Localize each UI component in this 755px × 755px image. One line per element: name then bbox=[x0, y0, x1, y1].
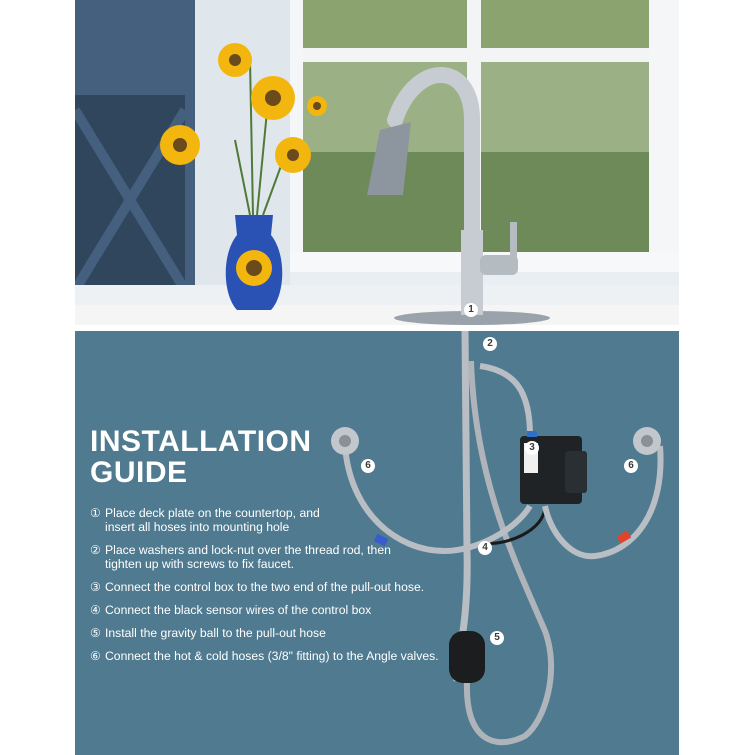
guide-title-line1: INSTALLATION bbox=[90, 425, 312, 458]
right-angle-valve bbox=[633, 427, 661, 455]
marker-4: 4 bbox=[478, 541, 492, 555]
sunflower-3 bbox=[160, 125, 200, 165]
step-text: Connect the hot & cold hoses (3/8" fitting) to the Angle valves. bbox=[105, 649, 439, 663]
marker-6-left: 6 bbox=[361, 459, 375, 473]
marker-3: 3 bbox=[525, 441, 539, 455]
guide-title-line2: GUIDE bbox=[90, 456, 188, 489]
step-text: Connect the black sensor wires of the control box bbox=[105, 603, 372, 617]
step-text: Place deck plate on the countertop, and insert all hoses into mounting hole bbox=[105, 506, 320, 534]
installation-panel bbox=[75, 331, 679, 755]
step-item: ⑤ Install the gravity ball to the pull-out hose bbox=[90, 626, 460, 640]
left-angle-valve bbox=[331, 427, 359, 455]
step-item: ③ Connect the control box to the two end of the pull-out hose. bbox=[90, 580, 460, 594]
step-list bbox=[90, 506, 460, 672]
kitchen-photo bbox=[75, 0, 679, 325]
sunflower-4 bbox=[275, 137, 311, 173]
guide-title bbox=[90, 426, 312, 488]
step-item: ④ Connect the black sensor wires of the control box bbox=[90, 603, 460, 617]
marker-2: 2 bbox=[483, 337, 497, 351]
sunflower-2 bbox=[251, 76, 295, 120]
step-item: ⑥ Connect the hot & cold hoses (3/8" fitting) to the Angle valves. bbox=[90, 649, 460, 663]
step-text: Connect the control box to the two end of the pull-out hose. bbox=[105, 580, 425, 594]
marker-6-right: 6 bbox=[624, 459, 638, 473]
countertop bbox=[75, 305, 679, 325]
step-text: Place washers and lock-nut over the thread rod, then tighten up with screws to fix faucet. bbox=[105, 543, 391, 571]
step-item: ① Place deck plate on the countertop, and insert all hoses into mounting hole bbox=[90, 506, 460, 534]
marker-5: 5 bbox=[490, 631, 504, 645]
marker-1: 1 bbox=[464, 303, 478, 317]
sunflower-1 bbox=[218, 43, 252, 77]
step-item: ② Place washers and lock-nut over the thread rod, then tighten up with screws to fix faucet. bbox=[90, 543, 460, 571]
kitchen-scene bbox=[75, 0, 679, 325]
sunflower-5 bbox=[307, 96, 327, 116]
step-text: Install the gravity ball to the pull-out hose bbox=[105, 626, 326, 640]
